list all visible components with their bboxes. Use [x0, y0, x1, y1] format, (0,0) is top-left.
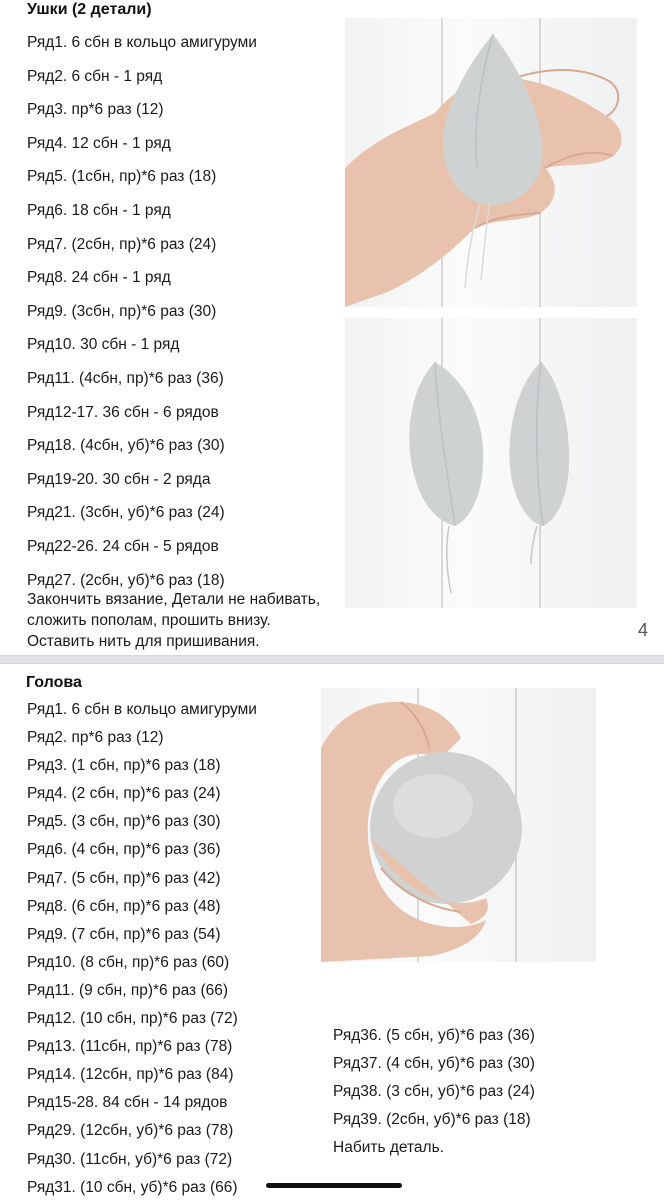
- pattern-row: Ряд2. 6 сбн - 1 ряд: [27, 67, 163, 85]
- pattern-row: Ряд3. пр*6 раз (12): [27, 101, 164, 119]
- pattern-row: Ряд12-17. 36 сбн - 6 рядов: [27, 403, 219, 421]
- pattern-row: Ряд2. пр*6 раз (12): [27, 729, 164, 747]
- pattern-row: Ряд21. (3сбн, уб)*6 раз (24): [27, 504, 225, 522]
- pattern-row: Ряд7. (2сбн, пр)*6 раз (24): [27, 235, 217, 253]
- pattern-row: Ряд5. (3 сбн, пр)*6 раз (30): [27, 813, 221, 831]
- pattern-row: Ряд1. 6 сбн в кольцо амигуруми: [27, 701, 257, 718]
- pattern-row: Ряд9. (7 сбн, пр)*6 раз (54): [27, 925, 221, 943]
- pattern-row: Ряд10. 30 сбн - 1 ряд: [27, 336, 180, 354]
- pattern-row: Ряд10. (8 сбн, пр)*6 раз (60): [27, 953, 230, 971]
- two-ears-illustration: [345, 318, 637, 608]
- head-rows-list-right: [333, 1025, 535, 1165]
- pattern-row: Ряд5. (1сбн, пр)*6 раз (18): [27, 168, 217, 186]
- pattern-row: Ряд8. (6 сбн, пр)*6 раз (48): [27, 897, 221, 915]
- pattern-row: Ряд37. (4 сбн, уб)*6 раз (30): [333, 1055, 535, 1073]
- pattern-row: Ряд7. (5 сбн, пр)*6 раз (42): [27, 869, 221, 887]
- pattern-row: Ряд31. (10 сбн, уб)*6 раз (66): [27, 1178, 238, 1196]
- pattern-row: Ряд3. (1 сбн, пр)*6 раз (18): [27, 757, 221, 775]
- pattern-row: Ряд18. (4сбн, уб)*6 раз (30): [27, 437, 225, 455]
- ears-rows-list: [27, 31, 257, 602]
- hand-holding-ear-illustration: [345, 18, 637, 307]
- page-divider: [0, 655, 664, 664]
- pattern-row: Ряд6. (4 сбн, пр)*6 раз (36): [27, 841, 221, 859]
- section-heading-head: Голова: [26, 674, 82, 691]
- pattern-row: Ряд8. 24 сбн - 1 ряд: [27, 269, 171, 287]
- page-number: 4: [637, 620, 648, 640]
- pattern-row: Ряд36. (5 сбн, уб)*6 раз (36): [333, 1027, 535, 1044]
- pattern-row: Ряд6. 18 сбн - 1 ряд: [27, 201, 171, 219]
- pattern-row: Ряд30. (11сбн, уб)*6 раз (72): [27, 1150, 233, 1168]
- photo-ear-in-hand: [345, 18, 637, 307]
- pattern-row: Ряд9. (3сбн, пр)*6 раз (30): [27, 302, 217, 320]
- stuffing-instruction: Набить деталь.: [333, 1139, 444, 1157]
- pattern-row: Ряд1. 6 сбн в кольцо амигуруми: [27, 34, 257, 51]
- pattern-row: Ряд11. (4сбн, пр)*6 раз (36): [27, 369, 224, 387]
- hand-holding-head-illustration: [321, 688, 596, 962]
- section-heading-ears: Ушки (2 детали): [27, 1, 152, 18]
- pattern-row: Ряд39. (2сбн, уб)*6 раз (18): [333, 1111, 531, 1129]
- home-indicator[interactable]: [266, 1183, 402, 1188]
- pattern-row: Ряд14. (12сбн, пр)*6 раз (84): [27, 1066, 234, 1084]
- pattern-row: Ряд38. (3 сбн, уб)*6 раз (24): [333, 1083, 535, 1101]
- pattern-row: Ряд12. (10 сбн, пр)*6 раз (72): [27, 1010, 238, 1028]
- pattern-row: Ряд27. (2сбн, уб)*6 раз (18): [27, 571, 225, 589]
- pattern-row: Ряд4. 12 сбн - 1 ряд: [27, 134, 171, 152]
- ears-finishing-note: Закончить вязание, Детали не набивать, сложить пополам, прошить внизу. Оставить нить для пришивания.: [27, 591, 321, 650]
- pattern-row: Ряд15-28. 84 сбн - 14 рядов: [27, 1094, 228, 1112]
- pattern-row: Ряд22-26. 24 сбн - 5 рядов: [27, 537, 219, 555]
- pattern-row: Ряд11. (9 сбн, пр)*6 раз (66): [27, 981, 229, 999]
- photo-head-in-hand: [321, 688, 596, 962]
- pattern-row: Ряд29. (12сбн, уб)*6 раз (78): [27, 1122, 234, 1140]
- document-page-head: [0, 664, 664, 1200]
- pattern-row: Ряд13. (11сбн, пр)*6 раз (78): [27, 1038, 233, 1056]
- photo-two-ears: [345, 318, 637, 608]
- pattern-row: Ряд19-20. 30 сбн - 2 ряда: [27, 470, 211, 488]
- pattern-row: Ряд4. (2 сбн, пр)*6 раз (24): [27, 785, 221, 803]
- head-rows-list-left: [27, 699, 257, 1200]
